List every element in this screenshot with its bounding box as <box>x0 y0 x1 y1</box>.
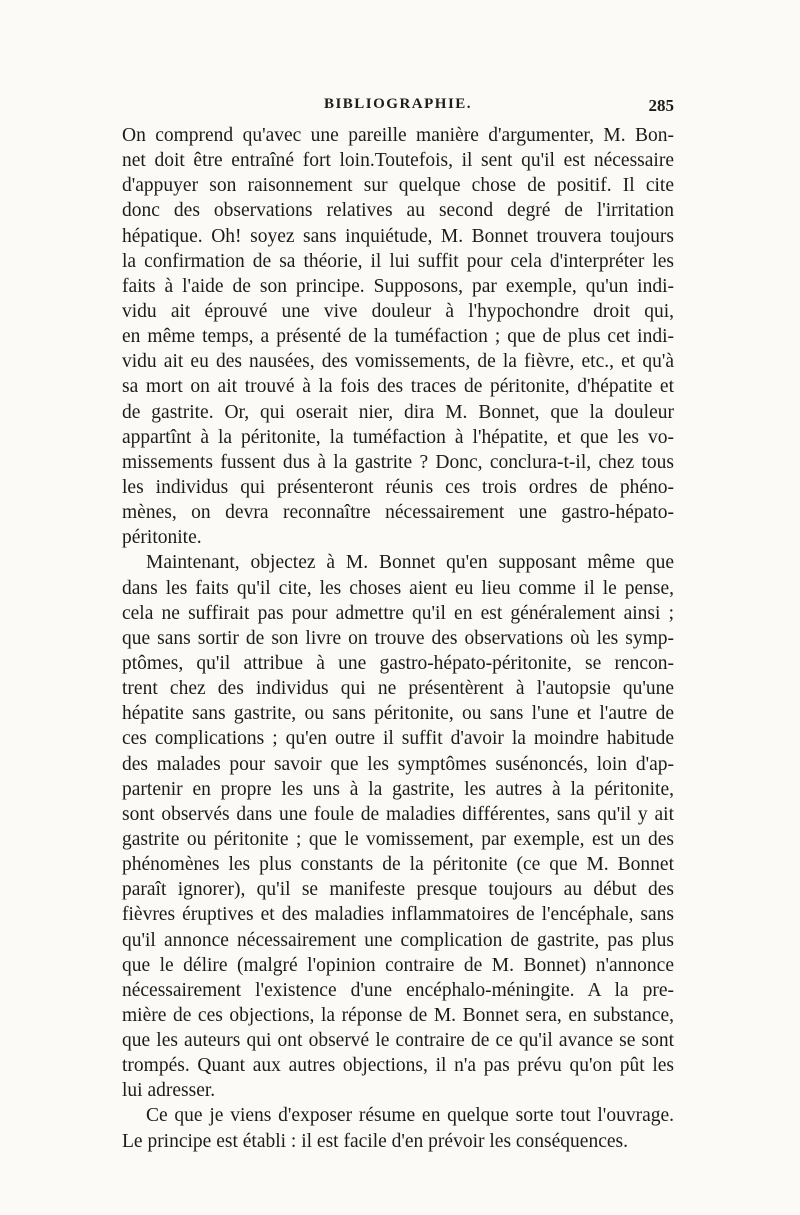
text-line: vidu ait éprouvé une vive douleur à l'hypochondre droit qui, <box>122 300 674 322</box>
text-line: péritonite. <box>122 527 202 549</box>
text-line: vidu ait eu des nausées, des vomissements, de la fièvre, etc., et qu'à <box>122 351 674 373</box>
text-line: hépatite sans gastrite, ou sans péritonite, ou sans l'une et l'autre de <box>122 703 674 725</box>
text-line: qu'il annonce nécessairement une complication de gastrite, pas plus <box>122 929 674 951</box>
text-line: lui adresser. <box>122 1080 216 1102</box>
text-line: gastrite ou péritonite ; que le vomissement, par exemple, est un des <box>122 828 674 850</box>
text-line: appartînt à la péritonite, la tuméfaction à l'hépatite, et que les vo- <box>122 426 674 448</box>
text-line: dans les faits qu'il cite, les choses aient eu lieu comme il le pense, <box>122 577 674 599</box>
text-line: ptômes, qu'il attribue à une gastro-hépato-péritonite, se rencon- <box>122 652 674 674</box>
text-line: hépatique. Oh! soyez sans inquiétude, M. Bonnet trouvera toujours <box>122 225 674 247</box>
running-head <box>122 96 674 120</box>
text-line: que le délire (malgré l'opinion contraire de M. Bonnet) n'annonce <box>122 954 674 976</box>
running-title: BIBLIOGRAPHIE. <box>323 96 473 112</box>
text-line: paraît ignorer), qu'il se manifeste presque toujours au début des <box>122 879 674 901</box>
text-line: cela ne suffirait pas pour admettre qu'il en est généralement ainsi ; <box>122 602 674 624</box>
text-line: net doit être entraîné fort loin.Toutefois, il sent qu'il est nécessaire <box>122 150 674 172</box>
text-line: ces complications ; qu'en outre il suffit d'avoir la moindre habitude <box>122 728 674 750</box>
paragraph <box>122 123 674 550</box>
text-line: fièvres éruptives et des maladies inflammatoires de l'encéphale, sans <box>122 904 674 926</box>
page-number: 285 <box>648 96 674 115</box>
text-line: les individus qui présenteront réunis ces trois ordres de phéno- <box>122 476 674 498</box>
text-line: On comprend qu'avec une pareille manière d'argumenter, M. Bon- <box>122 125 674 146</box>
text-line: mènes, on devra reconnaître nécessairement une gastro-hépato- <box>122 502 674 524</box>
paragraph <box>122 550 674 1103</box>
text-line: faits à l'aide de son principe. Supposons, par exemple, qu'un indi- <box>122 275 674 297</box>
text-line: trent chez des individus qui ne présentèrent à l'autopsie qu'une <box>122 678 674 700</box>
text-line: Le principe est établi : il est facile d'en prévoir les conséquences. <box>122 1130 628 1152</box>
text-line: partenir en propre les uns à la gastrite, les autres à la péritonite, <box>122 778 674 800</box>
text-line: la confirmation de sa théorie, il lui suffit pour cela d'interpréter les <box>122 250 674 272</box>
text-line: sa mort on ait trouvé à la fois des traces de péritonite, d'hépatite et <box>122 376 674 398</box>
text-line: que les auteurs qui ont observé le contraire de ce qu'il avance se sont <box>122 1030 674 1052</box>
text-line: missements fussent dus à la gastrite ? Donc, conclura-t-il, chez tous <box>122 451 674 473</box>
paragraph <box>122 1103 674 1153</box>
body-text <box>122 123 674 1154</box>
text-line: donc des observations relatives au second degré de l'irritation <box>122 200 674 222</box>
text-line: mière de ces objections, la réponse de M. Bonnet sera, en substance, <box>122 1004 674 1026</box>
text-line: Maintenant, objectez à M. Bonnet qu'en supposant même que <box>146 552 674 574</box>
text-line: phénomènes les plus constants de la péritonite (ce que M. Bonnet <box>122 854 674 876</box>
text-line: Ce que je viens d'exposer résume en quelque sorte tout l'ouvrage. <box>146 1105 674 1127</box>
text-line: de gastrite. Or, qui oserait nier, dira M. Bonnet, que la douleur <box>122 401 674 423</box>
text-line: des malades pour savoir que les symptômes susénoncés, loin d'ap- <box>122 753 674 775</box>
text-line: trompés. Quant aux autres objections, il n'a pas prévu qu'on pût les <box>122 1055 674 1077</box>
text-line: en même temps, a présenté de la tuméfaction ; que de plus cet indi- <box>122 326 674 348</box>
text-line: sont observés dans une foule de maladies différentes, sans qu'il y ait <box>122 803 674 825</box>
text-line: d'appuyer son raisonnement sur quelque chose de positif. Il cite <box>122 175 674 197</box>
text-line: que sans sortir de son livre on trouve des observations où les symp- <box>122 627 674 649</box>
text-line: nécessairement l'existence d'une encéphalo-méningite. A la pre- <box>122 979 674 1001</box>
